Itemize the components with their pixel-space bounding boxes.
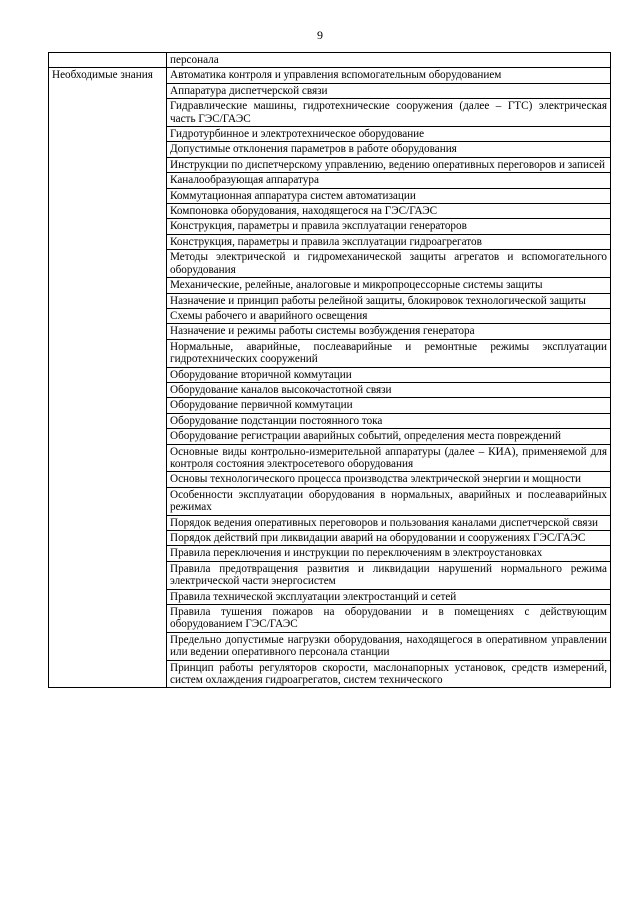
knowledge-item: Правила предотвращения развития и ликвидации нарушений нормального режима электрической части энергосистем [167,561,611,589]
knowledge-item: Правила технической эксплуатации электростанций и сетей [167,589,611,604]
knowledge-item: Оборудование первичной коммутации [167,398,611,413]
knowledge-item: Конструкция, параметры и правила эксплуатации гидроагрегатов [167,234,611,249]
knowledge-item: Оборудование подстанции постоянного тока [167,413,611,428]
knowledge-item: Механические, релейные, аналоговые и микропроцессорные системы защиты [167,278,611,293]
knowledge-item: Назначение и принцип работы релейной защиты, блокировок технологической защиты [167,293,611,308]
knowledge-item: Гидравлические машины, гидротехнические сооружения (далее – ГТС) электрическая часть ГЭС/ГАЭС [167,99,611,127]
requirements-table [48,52,611,688]
knowledge-item: Инструкции по диспетчерскому управлению, ведению оперативных переговоров и записей [167,157,611,172]
knowledge-item: Автоматика контроля и управления вспомогательным оборудованием [167,68,611,83]
knowledge-item: Порядок ведения оперативных переговоров и пользования каналами диспетчерской связи [167,515,611,530]
table-row [49,53,611,68]
section-label: Необходимые знания [49,68,167,688]
knowledge-item: Принцип работы регуляторов скорости, маслонапорных установок, средств измерений, систем охлаждения гидроагрегатов, систем технического [167,660,611,688]
knowledge-item: Порядок действий при ликвидации аварий на оборудовании и сооружениях ГЭС/ГАЭС [167,531,611,546]
knowledge-item: Оборудование каналов высокочастотной связи [167,382,611,397]
label-cell-empty [49,53,167,68]
table-row [49,68,611,83]
knowledge-item: Правила переключения и инструкции по переключениям в электроустановках [167,546,611,561]
knowledge-item: Методы электрической и гидромеханической защиты агрегатов и вспомогательного оборудования [167,250,611,278]
knowledge-item: Оборудование регистрации аварийных событий, определения места повреждений [167,429,611,444]
knowledge-item: Нормальные, аварийные, послеаварийные и ремонтные режимы эксплуатации гидротехнических сооружений [167,339,611,367]
knowledge-item: Конструкция, параметры и правила эксплуатации генераторов [167,219,611,234]
knowledge-item: Основные виды контрольно-измерительной аппаратуры (далее – КИА), применяемой для контроля состояния электросетевого оборудования [167,444,611,472]
knowledge-item: Назначение и режимы работы системы возбуждения генератора [167,324,611,339]
knowledge-item: Коммутационная аппаратура систем автоматизации [167,188,611,203]
knowledge-item: Основы технологического процесса производства электрической энергии и мощности [167,472,611,487]
knowledge-item: Схемы рабочего и аварийного освещения [167,308,611,323]
knowledge-item: Особенности эксплуатации оборудования в нормальных, аварийных и послеаварийных режимах [167,487,611,515]
continuation-cell: персонала [167,53,611,68]
knowledge-item: Аппаратура диспетчерской связи [167,83,611,98]
requirements-table-body [49,53,611,688]
knowledge-item: Допустимые отклонения параметров в работе оборудования [167,142,611,157]
knowledge-item: Гидротурбинное и электротехническое оборудование [167,127,611,142]
knowledge-item: Оборудование вторичной коммутации [167,367,611,382]
knowledge-item: Каналообразующая аппаратура [167,173,611,188]
page-number: 9 [317,28,323,42]
knowledge-item: Компоновка оборудования, находящегося на ГЭС/ГАЭС [167,204,611,219]
knowledge-item: Правила тушения пожаров на оборудовании и в помещениях с действующим оборудованием ГЭС/ГАЭС [167,605,611,633]
knowledge-item: Предельно допустимые нагрузки оборудования, находящегося в оперативном управлении или ведении оперативного персонала станции [167,632,611,660]
